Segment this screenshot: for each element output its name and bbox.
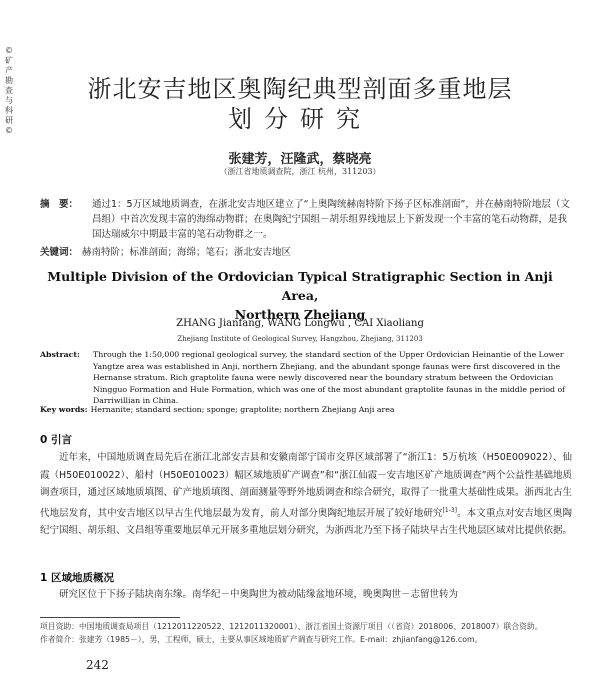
footnote-funding (40, 621, 572, 632)
chinese-abstract-text: 通过1：5万区域地质调查，在浙北安吉地区建立了“上奥陶统赫南特阶下扬子区标准剖面”，并在赫南特阶地层（文昌组）中首次发现丰富的海绵动物群；在奥陶纪宁国组－胡乐组界线地层上下新发现一个丰富的笔石动物群，是我国达瑞威尔中期最丰富的笔石动物群之一。 (92, 199, 570, 240)
section-0-heading: 0 引言 (40, 434, 72, 446)
footnote-author (40, 634, 572, 645)
chinese-title-line-1: 浙北安吉地区奥陶纪典型剖面多重地层 (87, 75, 513, 103)
footnote-funding-text: 中国地质调查局项目（1212011220522、1212011320001）、浙江省国土资源厅项目（（省资）2018006、2018007）联合资助。 (78, 622, 543, 631)
footnote-author-label: 作者简介： (40, 635, 79, 644)
section-0-text-a: 近年来，中国地质调查局先后在浙江北部安吉县和安徽南部宁国市交界区域部署了“浙江1：5万杭垓（H50E009022）、仙霞（H50E010022）、船村（H50E010023）幅区域地质矿产调查”和“浙江仙霞－安吉地区矿产地质调查”两个公益性基础地质调查项目，通过区域地质填图、矿产地质填图、剖面测量等野外地质调查和综合研究，取得了一批重大基础性成果。浙西北古生代地层发育，其中安吉地区以早古生代地层最为发育，前人对部分奥陶纪地层开展了较好地研究 (40, 452, 573, 519)
page-number: 242 (86, 658, 109, 672)
english-keywords (40, 405, 570, 414)
english-keywords-text: Hernanite; standard section; sponge; graptolite; northern Zhejiang Anji area (90, 405, 395, 414)
english-abstract-label: Abstract: (40, 350, 80, 359)
english-authors: ZHANG Jianfang, WANG Longwu , CAI Xiaoliang (176, 318, 424, 329)
english-title-line-1: Multiple Division of the Ordovician Typical Stratigraphic Section in Anji Area, (47, 269, 553, 303)
chinese-authors: 张建芳，汪隆武，蔡晓亮 (228, 152, 372, 167)
chinese-keywords (40, 244, 570, 258)
english-abstract (40, 349, 570, 407)
chinese-title (70, 74, 530, 134)
footnote-divider (40, 617, 180, 618)
english-title-line-2: Northern Zhejiang (234, 307, 366, 322)
chinese-affiliation: （浙江省地质调查院，浙江 杭州，311203） (219, 167, 381, 176)
chinese-title-line-2: 划分研究 (228, 105, 372, 133)
english-abstract-text: Through the 1:50,000 regional geological survey, the standard section of the Upper Ordovician Heinantie of the Lower Yangtze area was established in Anji, northern Zhejiang, and the abundant sponge faunas were first discovered in the Hernanse stratum. Rich graptolite fauna were newly discovered near the boundary stratum between the Ordovician Ningguo Formation and Hule Formation, which was one of the most abundant graptolite faunas in the middle period of Darriwillian in China. (93, 350, 566, 405)
english-keywords-label: Key words: (40, 405, 88, 414)
footnote-author-text: 张建芳（1985－），男，工程师，硕士，主要从事区域地质矿产调查与研究工作。E-mail：zhjianfang@126.com。 (78, 635, 483, 644)
chinese-keywords-label: 关键词： (40, 247, 79, 258)
english-affiliation: Zhejiang Institute of Geological Survey, Hangzhou, Zhejiang, 311203 (177, 335, 423, 343)
chinese-keywords-text: 赫南特阶；标准剖面；海绵；笔石；浙北安吉地区 (82, 247, 292, 258)
journal-side-label: ©矿产勘查与科研© (5, 46, 13, 135)
footnote-funding-label: 项目资助： (40, 622, 79, 631)
chinese-abstract (40, 197, 570, 242)
citation-superscript: [1-3] (442, 506, 457, 514)
section-1-heading: 1 区域地质概况 (40, 572, 114, 584)
section-0-text-b: 。本文重点对安吉地区奥陶纪宁国组、胡乐组、文昌组等重要地层单元开展多重地层划分研究，为浙西北乃至下扬子陆块早古生代地层区域对比提供依据。 (40, 507, 573, 537)
section-0-body (40, 449, 572, 540)
section-1-body: 研究区位于下扬子陆块南东缘。南华纪－中奥陶世为被动陆缘盆地环境，晚奥陶世－志留世转为 (59, 589, 459, 600)
chinese-abstract-label: 摘 要： (40, 199, 79, 210)
english-title (40, 267, 560, 324)
